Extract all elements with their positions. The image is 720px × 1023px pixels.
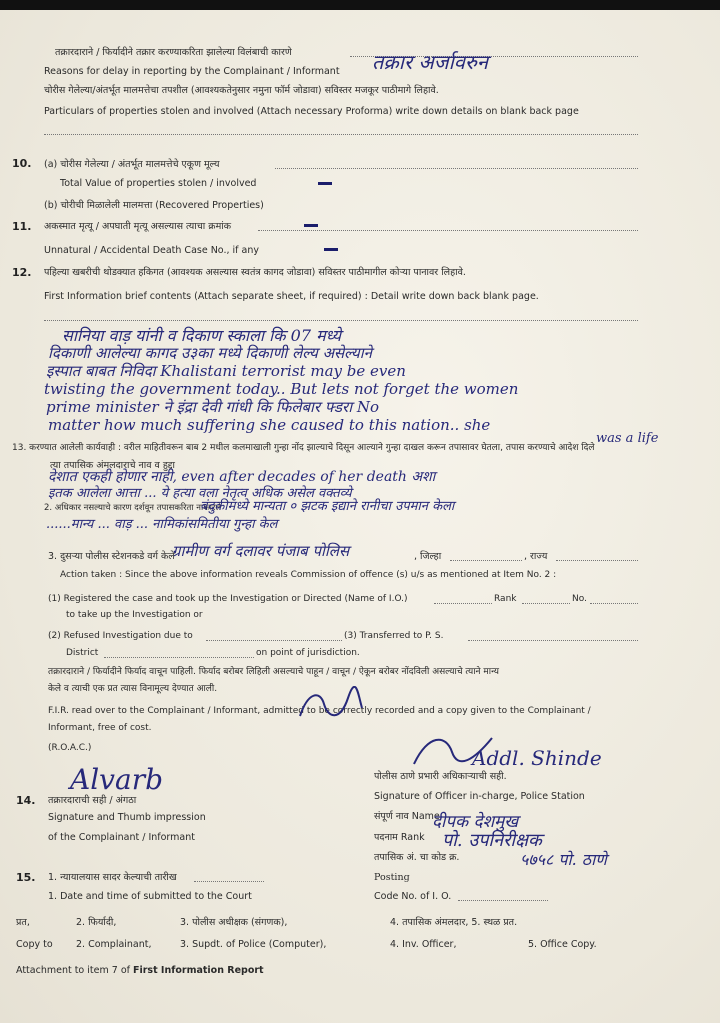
copy-label-mr: प्रत,: [16, 917, 30, 928]
copy-complainant-mr: 2. फिर्यादी,: [76, 917, 117, 928]
delay-handwritten-value: तक्रार अर्जावरुन: [372, 50, 488, 74]
fir-document-page: [0, 10, 720, 1023]
dotted-line: [556, 560, 638, 561]
item-15-number: 15.: [16, 871, 36, 884]
dotted-line: [258, 230, 638, 231]
dotted-line: [194, 881, 264, 882]
item-11-number: 11.: [12, 220, 32, 233]
dotted-line: [590, 603, 638, 604]
copy-io-site-mr: 4. तपासिक अंमलदार, 5. स्थळ प्रत.: [390, 917, 518, 928]
dotted-line: [104, 657, 254, 658]
officer-stamp-mark: [408, 730, 498, 770]
item-14-label-mr: तक्रारदाराची सही / अंगठा: [48, 795, 137, 806]
handwritten-line-5: prime minister ने इंद्रा देवी गांधी कि फिलेबार फ्डरा No: [46, 398, 379, 416]
item-14-label-en-2: of the Complainant / Informant: [48, 832, 195, 843]
handwritten-line-6: matter how much suffering she caused to this nation.. she: [48, 416, 491, 434]
item-14-label-en-1: Signature and Thumb impression: [48, 812, 206, 823]
nil-dash-mark: [318, 182, 332, 185]
item-13-action-mr: 13. करण्यात आलेली कार्यवाही : वरील माहितीवरून बाब 2 मधील कलमाखाली गुन्हा नोंद झाल्याचे दिसून आल्याने गुन्हा दाखल करून तपासावर घेतला, तपास करण्याचे आदेश दिले: [12, 443, 595, 453]
action-3-transferred: (3) Transferred to P. S.: [344, 631, 444, 641]
io-code-no-label: Code No. of I. O.: [374, 891, 452, 902]
district-label-mr: , जिल्हा: [414, 551, 442, 562]
copy-label-en: Copy to: [16, 939, 53, 950]
read-over-mr: तक्रारदाराने / फिर्यादीने फिर्याद वाचून पाहिली. फिर्याद बरोबर लिहिली असल्याचे पाहून / वाचून / ऐकून बरोबर नोंदविली असल्याचे त्याने मान्य: [48, 667, 500, 677]
officer-name-label: संपूर्ण नाव Name: [374, 811, 440, 822]
fir-read-over-en-2: Informant, free of cost.: [48, 723, 152, 733]
handwritten-line-8: इतक आलेला आत्ता ... ये हत्या वला नेतृत्व अधिक असेल वक्तव्ये: [48, 486, 352, 501]
item-10b-label: (b) चोरीची मिळालेली मालमत्ता (Recovered Properties): [44, 200, 264, 211]
officer-signature-label-en: Signature of Officer in-charge, Police Station: [374, 791, 585, 802]
handwritten-line-6b: was a life: [596, 431, 659, 446]
action-1-rank: Rank: [494, 594, 517, 604]
handwritten-transfer-ps: ग्रामीण वर्ग दलावर पंजाब पोलिस: [172, 542, 350, 560]
handwritten-line-2: दिकाणी आलेल्या कागद उ३का मध्ये दिकाणी लेल्य असेल्याने: [48, 344, 372, 362]
copy-sp-en: 3. Supdt. of Police (Computer),: [180, 939, 327, 950]
dotted-line: [206, 640, 342, 641]
dotted-line: [275, 168, 638, 169]
item-12-number: 12.: [12, 266, 32, 279]
handwritten-line-9: बंदुकीमध्ये मान्यता ० झटक इद्याने रानीचा उपमान केला: [200, 499, 455, 514]
roac-label: (R.O.A.C.): [48, 743, 92, 753]
io-code-value: ५७५८ पो. ठाणे: [520, 850, 607, 869]
dotted-line: [450, 560, 522, 561]
officer-initial-scribble: [296, 686, 366, 726]
state-label-mr: , राज्य: [524, 551, 548, 562]
stolen-details-mr: चोरीस गेलेल्या/अंतर्भूत मालमत्तेचा तपशील (आवश्यकतेनुसार नमुना फॉर्म जोडावा) सविस्तर मजकूर पाठीमागे लिहावे.: [44, 85, 439, 96]
officer-rank-label: पदनाम Rank: [374, 832, 425, 843]
handwritten-line-1: सानिया वाड़ यांनी व दिकाण स्काला कि 07 मध्ये: [62, 326, 341, 345]
action-district-label: District: [66, 648, 99, 658]
posting-label: Posting: [374, 872, 410, 883]
item-11-label-mr: अकस्मात मृत्यू / अपघाती मृत्यू असल्यास त्याचा क्रमांक: [44, 221, 232, 232]
action-taken-label: Action taken : Since the above information reveals Commission of offence (s) u/s as mentioned at Item No. 2 :: [60, 570, 557, 580]
item-13-transfer-mr: 3. दुसऱ्या पोलीस स्टेशनकडे वर्ग केले: [48, 551, 175, 562]
stolen-details-en: Particulars of properties stolen and involved (Attach necessary Proforma) write down details on blank back page: [44, 106, 579, 117]
delay-label-en: Reasons for delay in reporting by the Complainant / Informant: [44, 66, 340, 77]
complainant-signature: Alvarb: [70, 763, 163, 796]
item-15-label-en: 1. Date and time of submitted to the Court: [48, 891, 252, 902]
item-10a-label-en: Total Value of properties stolen / involved: [60, 178, 257, 189]
item-13-io-name-mr: त्या तपासिक अंमलदाराचे नाव व हुद्दा: [50, 460, 175, 471]
attachment-note-prefix: Attachment to item 7 of: [16, 965, 133, 976]
item-13-refused-mr: 2. अधिकार नसल्याचे कारण दर्शवून तपासकरिता नाकारले: [44, 503, 222, 513]
officer-name-value: दीपक देशमुख: [432, 812, 519, 832]
attachment-note: [16, 966, 264, 976]
nil-dash-mark: [304, 224, 318, 227]
action-1-registered: (1) Registered the case and took up the Investigation or Directed (Name of I.O.): [48, 594, 408, 604]
item-12-label-mr: पहिल्या खबरीची थोडक्यात हकिगत (आवश्यक असल्यास स्वतंत्र कागद जोडावा) सविस्तर पाठीमागील कोऱ्या पानावर लिहावे.: [44, 267, 466, 278]
handwritten-line-10: ......मान्य ... वाड़ ... नामिकांसमितीया गुन्हा केल: [46, 517, 278, 532]
item-14-number: 14.: [16, 794, 36, 807]
item-11-label-en: Unnatural / Accidental Death Case No., if any: [44, 245, 259, 256]
item-10-number: 10.: [12, 157, 32, 170]
copy-io-en: 4. Inv. Officer,: [390, 939, 457, 950]
action-jurisdiction: on point of jurisdiction.: [256, 648, 360, 658]
handwritten-line-4: twisting the government today.. But lets not forget the women: [44, 380, 519, 398]
handwritten-line-3: इस्पात बाबत निविदा Khalistani terrorist may be even: [46, 362, 406, 380]
item-12-label-en: First Information brief contents (Attach separate sheet, if required) : Detail write down back blank page.: [44, 291, 539, 302]
dotted-line: [458, 900, 548, 901]
handwritten-line-7: देशात एकही होणार नाही, even after decades of her death अशा: [48, 469, 436, 485]
nil-dash-mark: [324, 248, 338, 251]
attachment-note-title: First Information Report: [133, 965, 264, 976]
dotted-line: [434, 603, 492, 604]
fir-read-over-en: F.I.R. read over to the Complainant / Informant, admitted to be correctly recorded and a copy given to the Complainant /: [48, 706, 591, 716]
dotted-line: [44, 134, 638, 135]
dotted-line: [44, 320, 638, 321]
action-2-refused: (2) Refused Investigation due to: [48, 631, 193, 641]
action-1-no: No.: [572, 594, 587, 604]
officer-signature: Addl. Shinde: [472, 746, 602, 770]
item-10a-label-mr: (a) चोरीस गेलेल्या / अंतर्भूत मालमत्तेचे एकूण मूल्य: [44, 159, 220, 170]
copy-office-en: 5. Office Copy.: [528, 939, 597, 950]
dotted-line: [522, 603, 570, 604]
action-1-continued: to take up the Investigation or: [66, 610, 203, 620]
item-15-label-mr: 1. न्यायालयास सादर केल्याची तारीख: [48, 872, 177, 883]
copy-sp-mr: 3. पोलीस अधीक्षक (संगणक),: [180, 917, 288, 928]
read-over-mr-2: केले व त्याची एक प्रत त्यास विनामूल्य देण्यात आली.: [48, 684, 218, 694]
copy-complainant-en: 2. Complainant,: [76, 939, 152, 950]
officer-rank-value: पो. उपनिरीक्षक: [442, 830, 542, 851]
officer-signature-label-mr: पोलीस ठाणे प्रभारी अधिकाऱ्याची सही.: [374, 771, 507, 782]
delay-label-mr: तक्रारदाराने / फिर्यादीने तक्रार करण्याकरिता झालेल्या विलंबाची कारणे: [55, 47, 292, 58]
io-code-label: तपासिक अं. चा कोड क्र.: [374, 852, 460, 863]
dotted-line: [468, 640, 638, 641]
